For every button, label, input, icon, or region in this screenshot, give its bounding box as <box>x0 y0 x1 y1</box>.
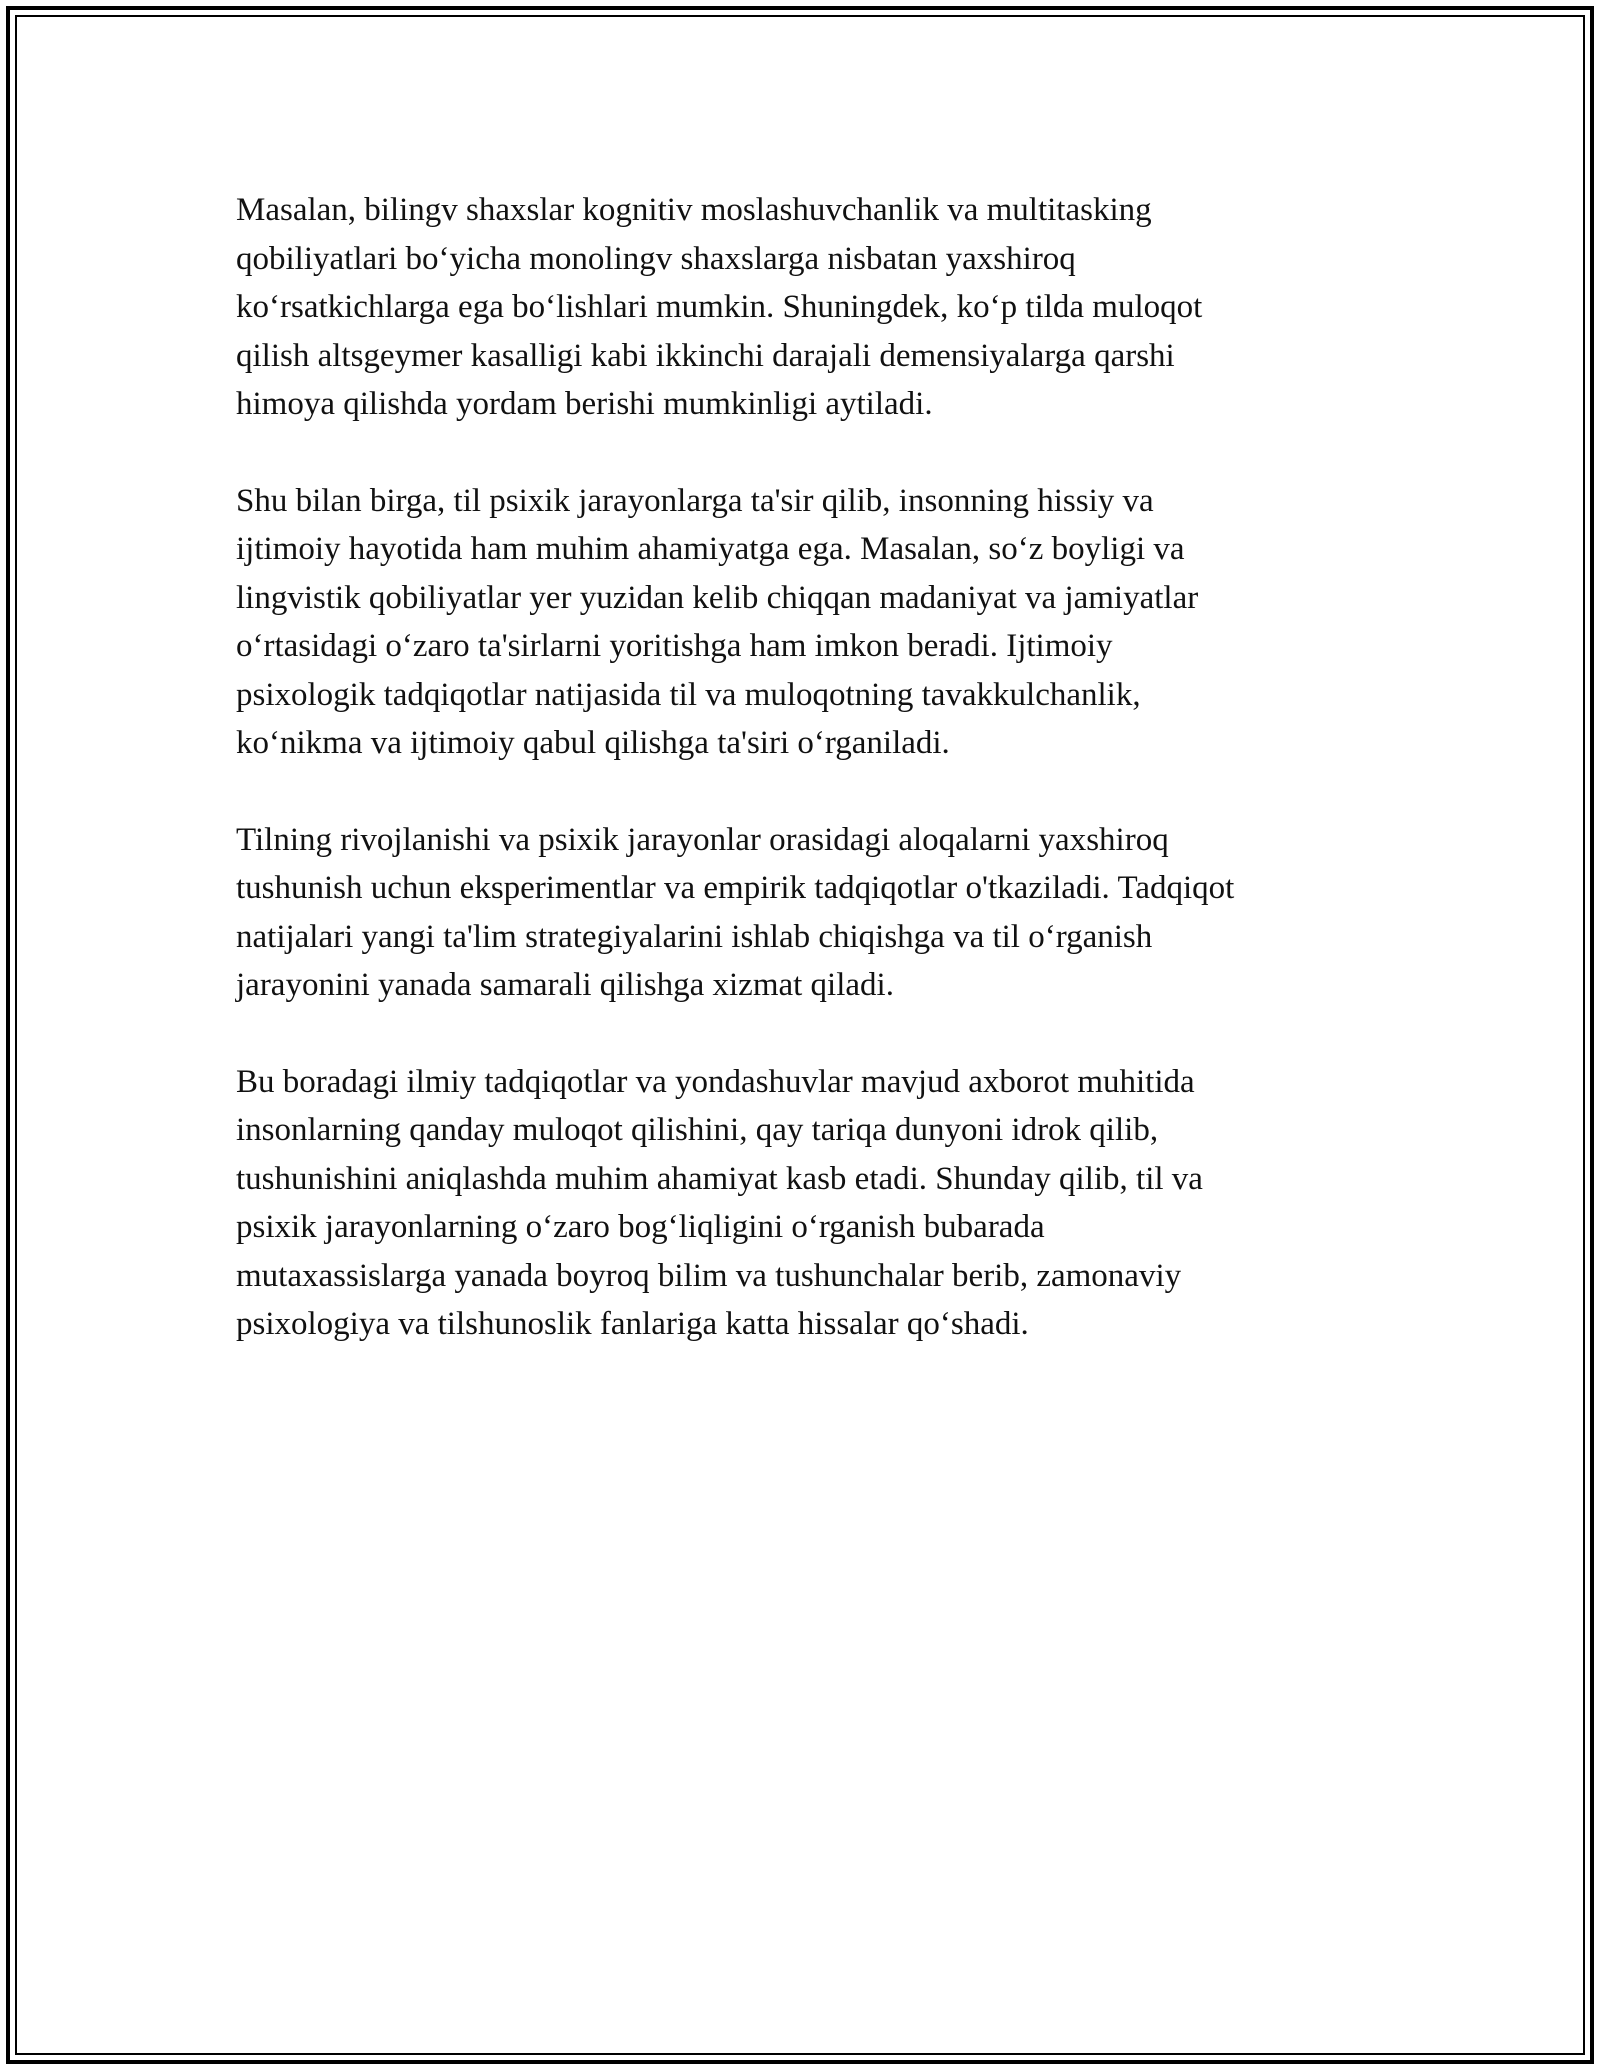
paragraph-2 <box>236 477 1366 768</box>
text-line: qobiliyatlari bo‘yicha monolingv shaxslarga nisbatan yaxshiroq <box>236 240 1076 277</box>
text-line: psixologik tadqiqotlar natijasida til va muloqotning tavakkulchanlik, <box>236 676 1141 713</box>
text-line: qilish altsgeymer kasalligi kabi ikkinchi darajali demensiyalarga qarshi <box>236 337 1175 374</box>
text-line: psixologiya va tilshunoslik fanlariga katta hissalar qo‘shadi. <box>236 1306 1029 1342</box>
text-line: tushunish uchun eksperimentlar va empirik tadqiqotlar o'tkaziladi. Tadqiqot <box>236 870 1235 906</box>
text-line: Masalan, bilingv shaxslar kognitiv moslashuvchanlik va multitasking <box>236 192 1152 228</box>
text-line: jarayonini yanada samarali qilishga xizmat qiladi. <box>236 967 894 1003</box>
document-body <box>236 186 1366 1397</box>
paragraph-3 <box>236 816 1366 1010</box>
text-line: o‘rtasidagi o‘zaro ta'sirlarni yoritishga ham imkon beradi. Ijtimoiy <box>236 628 1113 664</box>
text-line: Tilning rivojlanishi va psixik jarayonlar orasidagi aloqalarni yaxshiroq <box>236 821 1169 858</box>
text-line: himoya qilishda yordam berishi mumkinligi aytiladi. <box>236 386 933 422</box>
paragraph-4 <box>236 1058 1366 1349</box>
text-line: natijalari yangi ta'lim strategiyalarini ishlab chiqishga va til o‘rganish <box>236 918 1153 955</box>
paragraph-1 <box>236 186 1366 429</box>
text-line: mutaxassislarga yanada boyroq bilim va tushunchalar berib, zamonaviy <box>236 1257 1182 1294</box>
text-line: insonlarning qanday muloqot qilishini, qay tariqa dunyoni idrok qilib, <box>236 1112 1159 1148</box>
text-line: Bu boradagi ilmiy tadqiqotlar va yondashuvlar mavjud axborot muhitida <box>236 1063 1195 1100</box>
text-line: ijtimoiy hayotida ham muhim ahamiyatga ega. Masalan, so‘z boyligi va <box>236 531 1185 567</box>
text-line: ko‘rsatkichlarga ega bo‘lishlari mumkin. Shuningdek, ko‘p tilda muloqot <box>236 289 1203 325</box>
text-line: lingvistik qobiliyatlar yer yuzidan kelib chiqqan madaniyat va jamiyatlar <box>236 579 1199 616</box>
text-line: ko‘nikma va ijtimoiy qabul qilishga ta'siri o‘rganiladi. <box>236 725 950 761</box>
text-line: Shu bilan birga, til psixik jarayonlarga ta'sir qilib, insonning hissiy va <box>236 482 1154 519</box>
text-line: tushunishini aniqlashda muhim ahamiyat kasb etadi. Shunday qilib, til va <box>236 1160 1203 1197</box>
text-line: psixik jarayonlarning o‘zaro bog‘liqligini o‘rganish bubarada <box>236 1209 1045 1245</box>
